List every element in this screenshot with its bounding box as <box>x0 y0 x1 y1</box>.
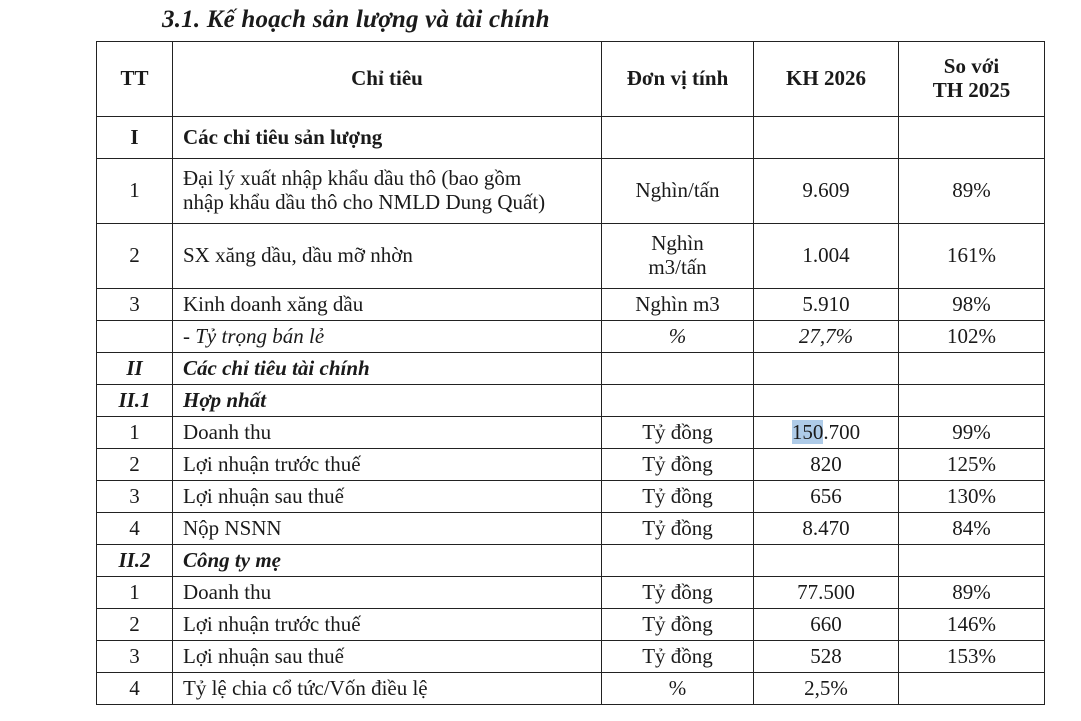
table-row <box>97 289 1045 321</box>
cell-chi-tieu: Các chỉ tiêu tài chính <box>173 353 602 385</box>
cell-kh: 27,7% <box>754 321 899 353</box>
cell-chi-tieu: Kinh doanh xăng dầu <box>173 289 602 321</box>
cell-chi-tieu-line2: nhập khẩu dầu thô cho NMLD Dung Quất) <box>183 190 546 214</box>
table-row <box>97 321 1045 353</box>
cell-so-voi: 161% <box>899 224 1045 289</box>
cell-chi-tieu: Tỷ lệ chia cổ tức/Vốn điều lệ <box>173 673 602 705</box>
table-row <box>97 641 1045 673</box>
cell-don-vi: Tỷ đồng <box>602 513 754 545</box>
cell-chi-tieu: - Tỷ trọng bán lẻ <box>173 321 602 353</box>
cell-kh: 77.500 <box>754 577 899 609</box>
cell-tt: 3 <box>97 641 173 673</box>
cell-kh: 656 <box>754 481 899 513</box>
cell-don-vi-line1: Nghìn <box>651 231 704 256</box>
text-selection-highlight[interactable]: 150 <box>791 419 824 444</box>
cell-tt: II.2 <box>97 545 173 577</box>
cell-so-voi: 130% <box>899 481 1045 513</box>
cell-kh <box>754 353 899 385</box>
header-so-voi-line2: TH 2025 <box>932 78 1011 102</box>
cell-chi-tieu: Công ty mẹ <box>173 545 602 577</box>
cell-chi-tieu: Nộp NSNN <box>173 513 602 545</box>
cell-tt: 3 <box>97 481 173 513</box>
cell-don-vi: Tỷ đồng <box>602 609 754 641</box>
cell-kh <box>754 385 899 417</box>
table-row <box>97 449 1045 481</box>
cell-so-voi <box>899 673 1045 705</box>
cell-tt: 1 <box>97 159 173 224</box>
table-row <box>97 385 1045 417</box>
cell-chi-tieu: Các chỉ tiêu sản lượng <box>173 117 602 159</box>
cell-don-vi: Tỷ đồng <box>602 577 754 609</box>
cell-so-voi <box>899 545 1045 577</box>
cell-don-vi: Tỷ đồng <box>602 417 754 449</box>
cell-kh <box>754 545 899 577</box>
cell-kh: 1.004 <box>754 224 899 289</box>
cell-so-voi: 84% <box>899 513 1045 545</box>
cell-chi-tieu: Hợp nhất <box>173 385 602 417</box>
cell-chi-tieu: Doanh thu <box>173 577 602 609</box>
header-so-voi <box>899 42 1045 117</box>
cell-kh: 8.470 <box>754 513 899 545</box>
cell-so-voi <box>899 117 1045 159</box>
cell-so-voi: 89% <box>899 577 1045 609</box>
cell-kh: 9.609 <box>754 159 899 224</box>
cell-so-voi: 98% <box>899 289 1045 321</box>
cell-tt: 1 <box>97 417 173 449</box>
cell-chi-tieu: SX xăng dầu, dầu mỡ nhờn <box>173 224 602 289</box>
cell-chi-tieu: Lợi nhuận trước thuế <box>173 609 602 641</box>
cell-kh: 2,5% <box>754 673 899 705</box>
document-title: 3.1. Kế hoạch sản lượng và tài chính <box>162 6 550 33</box>
cell-chi-tieu: Lợi nhuận sau thuế <box>173 481 602 513</box>
cell-so-voi: 89% <box>899 159 1045 224</box>
cell-tt <box>97 321 173 353</box>
table-row <box>97 159 1045 224</box>
cell-tt: 2 <box>97 609 173 641</box>
cell-don-vi: % <box>602 673 754 705</box>
cell-don-vi <box>602 545 754 577</box>
cell-don-vi <box>602 224 754 289</box>
cell-tt: 4 <box>97 513 173 545</box>
table-row <box>97 224 1045 289</box>
cell-kh <box>754 117 899 159</box>
cell-tt: 3 <box>97 289 173 321</box>
cell-don-vi <box>602 385 754 417</box>
cell-chi-tieu <box>173 159 602 224</box>
header-tt: TT <box>97 42 173 117</box>
cell-don-vi: Tỷ đồng <box>602 641 754 673</box>
cell-so-voi: 102% <box>899 321 1045 353</box>
cell-tt: 1 <box>97 577 173 609</box>
cell-tt: 4 <box>97 673 173 705</box>
cell-kh[interactable] <box>754 417 899 449</box>
plan-table <box>96 41 1045 705</box>
cell-kh: 5.910 <box>754 289 899 321</box>
table-row <box>97 545 1045 577</box>
cell-chi-tieu: Lợi nhuận trước thuế <box>173 449 602 481</box>
header-don-vi-tinh: Đơn vị tính <box>602 42 754 117</box>
header-so-voi-line1: So với <box>943 54 1000 79</box>
table-row <box>97 481 1045 513</box>
cell-tt: 2 <box>97 449 173 481</box>
cell-chi-tieu: Doanh thu <box>173 417 602 449</box>
table-row <box>97 577 1045 609</box>
cell-kh-rest: .700 <box>823 419 861 444</box>
cell-don-vi: Nghìn/tấn <box>602 159 754 224</box>
cell-don-vi <box>602 117 754 159</box>
cell-so-voi: 153% <box>899 641 1045 673</box>
cell-so-voi: 99% <box>899 417 1045 449</box>
table-header-row <box>97 42 1045 117</box>
cell-chi-tieu-line1: Đại lý xuất nhập khẩu dầu thô (bao gồm <box>183 166 522 191</box>
table-row <box>97 513 1045 545</box>
cell-kh: 820 <box>754 449 899 481</box>
cell-so-voi: 125% <box>899 449 1045 481</box>
cell-don-vi: Tỷ đồng <box>602 449 754 481</box>
cell-tt: II.1 <box>97 385 173 417</box>
cell-tt: 2 <box>97 224 173 289</box>
cell-don-vi: Tỷ đồng <box>602 481 754 513</box>
header-kh-2026: KH 2026 <box>754 42 899 117</box>
table-row <box>97 609 1045 641</box>
cell-don-vi: % <box>602 321 754 353</box>
header-chi-tieu: Chỉ tiêu <box>173 42 602 117</box>
table-row <box>97 353 1045 385</box>
cell-so-voi: 146% <box>899 609 1045 641</box>
cell-chi-tieu: Lợi nhuận sau thuế <box>173 641 602 673</box>
cell-don-vi: Nghìn m3 <box>602 289 754 321</box>
cell-don-vi <box>602 353 754 385</box>
table-row <box>97 417 1045 449</box>
cell-so-voi <box>899 353 1045 385</box>
cell-kh: 528 <box>754 641 899 673</box>
table-row <box>97 673 1045 705</box>
cell-kh: 660 <box>754 609 899 641</box>
cell-don-vi-line2: m3/tấn <box>648 255 707 279</box>
table-row <box>97 117 1045 159</box>
cell-tt: I <box>97 117 173 159</box>
cell-tt: II <box>97 353 173 385</box>
cell-so-voi <box>899 385 1045 417</box>
